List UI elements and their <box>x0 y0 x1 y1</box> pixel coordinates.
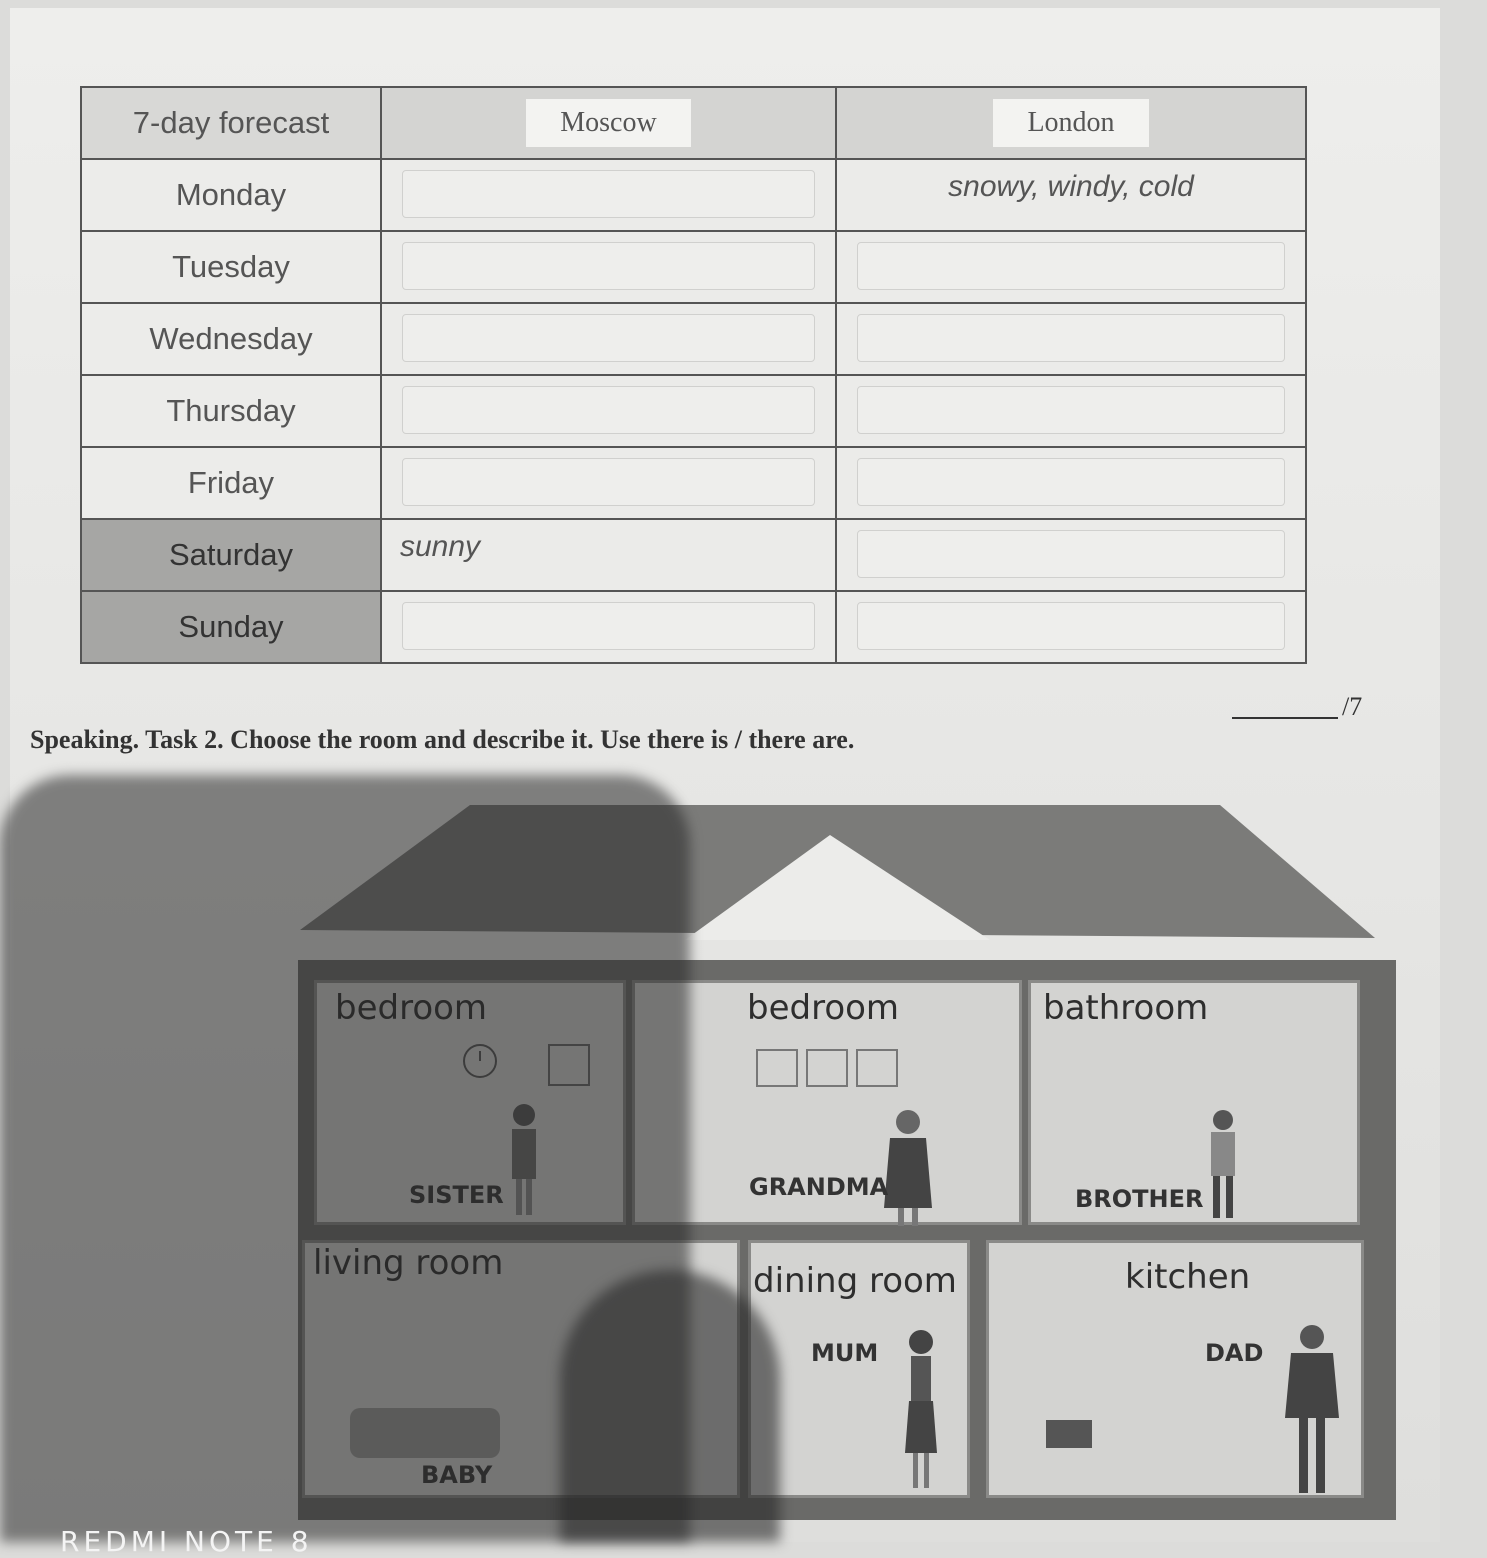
moscow-cell[interactable] <box>381 231 836 303</box>
score-total: /7 <box>1342 692 1363 721</box>
answer-box[interactable] <box>857 530 1285 578</box>
score-field[interactable] <box>1232 692 1362 722</box>
day-label: Friday <box>81 447 381 519</box>
dad-figure-icon <box>1279 1323 1345 1498</box>
finger-shadow <box>560 1270 780 1542</box>
day-label: Tuesday <box>81 231 381 303</box>
given-answer: snowy, windy, cold <box>948 170 1194 203</box>
table-row <box>81 519 1306 591</box>
camera-watermark: REDMI NOTE 8 <box>60 1525 313 1558</box>
london-cell[interactable] <box>836 519 1306 591</box>
london-cell[interactable] <box>836 303 1306 375</box>
answer-box[interactable] <box>402 314 815 362</box>
day-label: Saturday <box>81 519 381 591</box>
room-name: kitchen <box>1125 1257 1251 1297</box>
person-label: DAD <box>1205 1339 1264 1367</box>
answer-box[interactable] <box>857 386 1285 434</box>
person-label: GRANDMA <box>749 1173 889 1201</box>
person-label: MUM <box>811 1339 879 1367</box>
person-label: BROTHER <box>1075 1185 1204 1213</box>
answer-box[interactable] <box>402 386 815 434</box>
mum-figure-icon <box>899 1328 943 1498</box>
day-label: Sunday <box>81 591 381 663</box>
room-name: dining room <box>753 1261 957 1301</box>
table-row <box>81 231 1306 303</box>
room-dining-room[interactable] <box>748 1240 970 1498</box>
answer-box[interactable] <box>402 242 815 290</box>
room-name: bedroom <box>747 988 900 1028</box>
table-row <box>81 159 1306 231</box>
answer-box[interactable] <box>402 602 815 650</box>
moscow-cell <box>381 519 836 591</box>
picture-frames-icon <box>755 1048 905 1088</box>
task-instruction: Speaking. Task 2. Choose the room and describe it. Use there is / there are. <box>30 725 855 754</box>
city-header-moscow <box>381 87 836 159</box>
forecast-table <box>80 86 1307 664</box>
score-blank[interactable] <box>1232 717 1338 719</box>
answer-box[interactable] <box>402 170 815 218</box>
moscow-cell[interactable] <box>381 159 836 231</box>
answer-box[interactable] <box>402 458 815 506</box>
table-row <box>81 447 1306 519</box>
brother-figure-icon <box>1201 1108 1245 1223</box>
answer-box[interactable] <box>857 314 1285 362</box>
london-cell[interactable] <box>836 375 1306 447</box>
given-answer: sunny <box>400 530 481 563</box>
room-kitchen[interactable] <box>986 1240 1364 1498</box>
london-cell <box>836 159 1306 231</box>
city-label: London <box>993 99 1148 147</box>
table-row <box>81 375 1306 447</box>
city-label: Moscow <box>526 99 690 147</box>
moscow-cell[interactable] <box>381 303 836 375</box>
moscow-cell[interactable] <box>381 375 836 447</box>
room-name: bathroom <box>1043 988 1209 1028</box>
room-bedroom-grandma[interactable] <box>632 980 1022 1225</box>
forecast-header: 7-day forecast <box>81 87 381 159</box>
day-label: Monday <box>81 159 381 231</box>
moscow-cell[interactable] <box>381 591 836 663</box>
answer-box[interactable] <box>857 458 1285 506</box>
london-cell[interactable] <box>836 591 1306 663</box>
london-cell[interactable] <box>836 231 1306 303</box>
london-cell[interactable] <box>836 447 1306 519</box>
answer-box[interactable] <box>857 242 1285 290</box>
answer-box[interactable] <box>857 602 1285 650</box>
table-row <box>81 591 1306 663</box>
day-label: Thursday <box>81 375 381 447</box>
moscow-cell[interactable] <box>381 447 836 519</box>
room-bathroom[interactable] <box>1028 980 1360 1225</box>
city-header-london <box>836 87 1306 159</box>
table-row <box>81 303 1306 375</box>
grandma-figure-icon <box>880 1108 936 1228</box>
oven-icon <box>1044 1418 1094 1450</box>
day-label: Wednesday <box>81 303 381 375</box>
table-header-row <box>81 87 1306 159</box>
